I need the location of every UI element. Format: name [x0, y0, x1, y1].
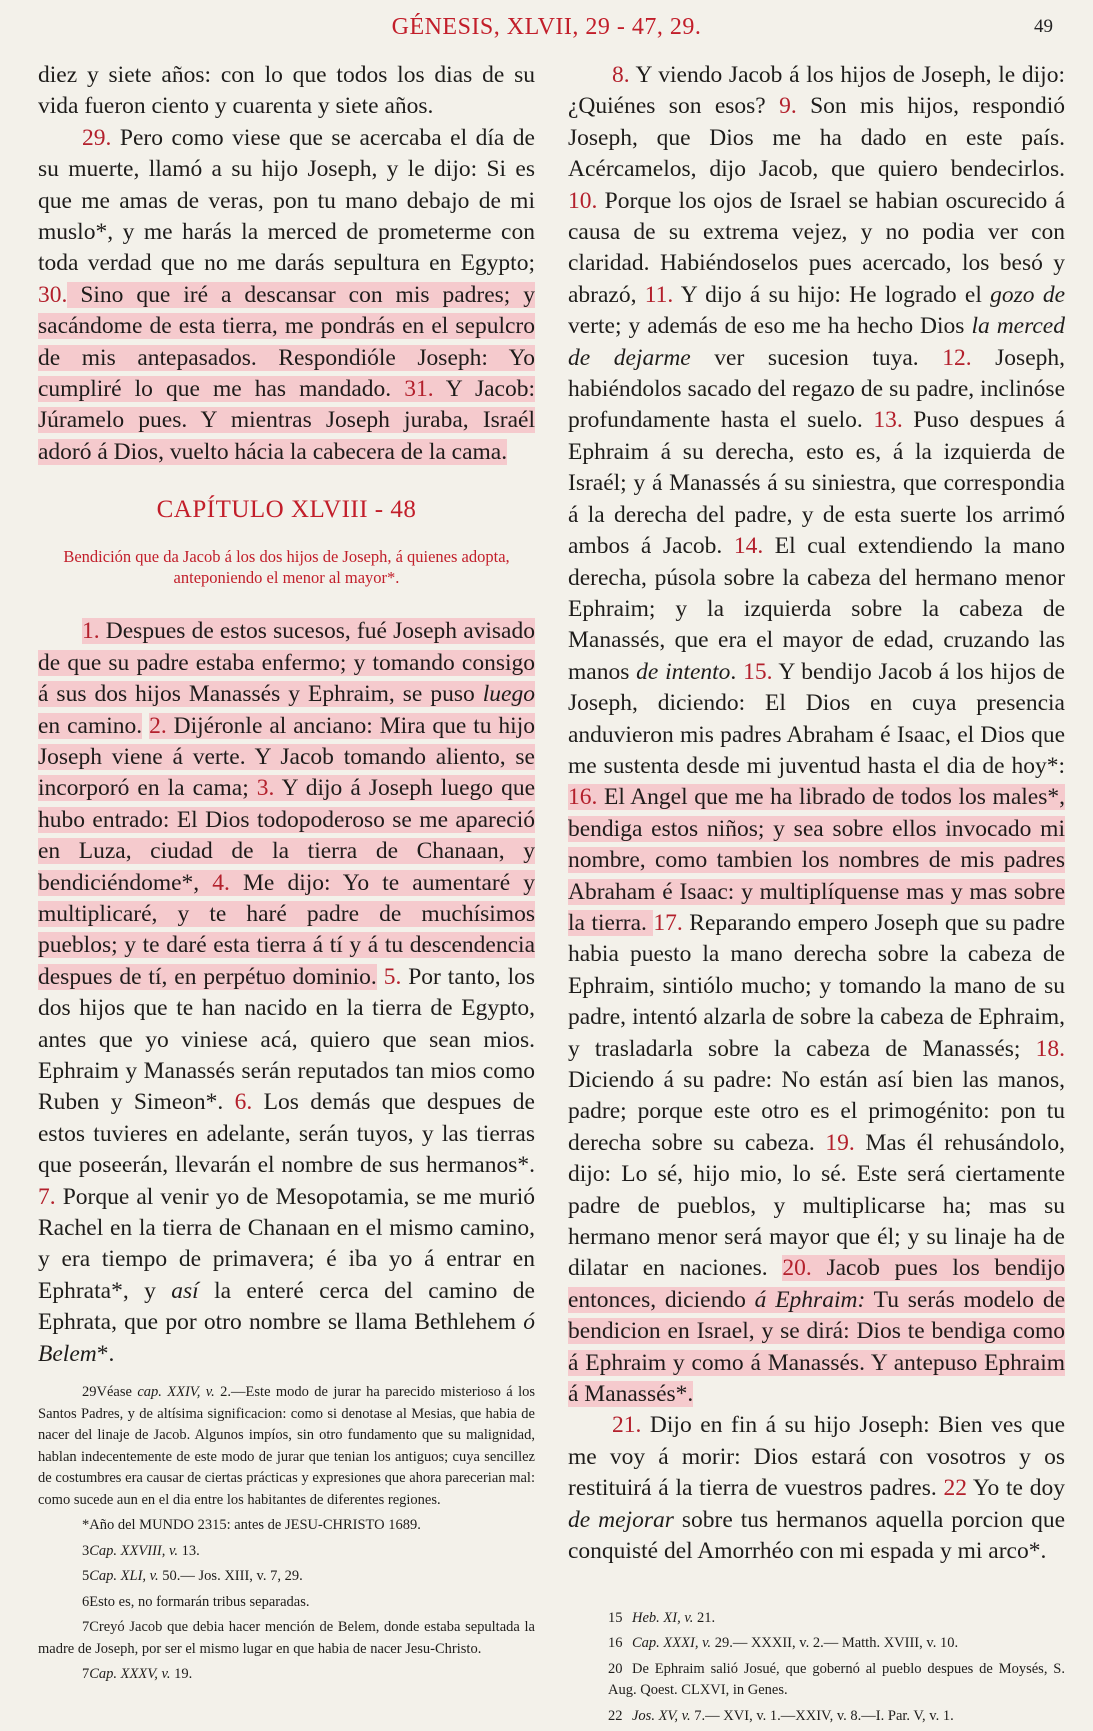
- footnote-text: Véase: [96, 1384, 138, 1401]
- verse-text: Diciendo á su padre: No están así bien las manos, padre; porque este otro es el primogénito: pon tu derecha sobre su cabeza.: [568, 1067, 1065, 1156]
- verse-number: 20.: [782, 1255, 812, 1282]
- verse-number: 21.: [612, 1412, 642, 1439]
- verse-number: 9.: [779, 93, 797, 120]
- footnote: [608, 1659, 1065, 1702]
- footnote-number: 20: [608, 1660, 623, 1677]
- footnote-reference: Cap. XLI, v.: [89, 1568, 159, 1585]
- footnote-text: Esto es, no formarán tribus separadas.: [89, 1593, 310, 1610]
- footnote-text: 13.: [177, 1542, 200, 1559]
- verse-number: 4.: [212, 869, 230, 896]
- italic-text: ó Belem: [38, 1309, 535, 1367]
- footnote-number: 29: [82, 1384, 97, 1401]
- footnote-text: 29.— XXXII, v. 2.— Matth. XVIII, v. 10.: [711, 1635, 959, 1651]
- chapter-title: CAPÍTULO XLVIII - 48: [156, 496, 417, 524]
- verse-number: 13.: [873, 407, 903, 434]
- footnote-number: 3: [82, 1542, 90, 1559]
- footnote-reference: cap. XXIV, v.: [137, 1384, 215, 1401]
- footnote: [38, 1515, 535, 1537]
- footnote-number: 5: [82, 1568, 90, 1585]
- verse-number: 3.: [256, 775, 275, 802]
- footnote-text: 7.— XVI, v. 1.—XXIV, v. 8.—I. Par. V, v. 1.: [690, 1707, 954, 1724]
- italic-text: gozo de: [990, 281, 1066, 308]
- footnotes-left: [38, 1382, 535, 1686]
- verse-number: 17.: [653, 909, 683, 936]
- verse-text: Pero como viese que se acercaba el día de su muerte, llamó a su hijo Joseph, y le dijo: Si es que me amas de veras, pon tu mano debajo de mi muslo*, y me harás la merced de prometerme con toda verdad que no me darás sepultura en Egypto;: [38, 124, 535, 277]
- italic-text: de mejorar: [568, 1506, 674, 1533]
- verse-number: 16.: [568, 784, 598, 811]
- verse-number: 19.: [825, 1129, 855, 1156]
- verse-number: 31.: [404, 376, 434, 403]
- italic-text: la merced de dejarme: [568, 313, 1065, 371]
- highlighted-verse-text: Y dijo á Joseph luego que hubo entrado: El Dios todopoderoso se me apareció en Luza, ciudad de la tierra de Chanaan, y bendiciéndome*,: [38, 775, 535, 896]
- paragraph-verse-29: [38, 123, 535, 468]
- verse-number: 18.: [1035, 1035, 1065, 1062]
- footnote-text: 50.— Jos. XIII, v. 7, 29.: [158, 1568, 303, 1585]
- footnote: [38, 1382, 535, 1511]
- verse-text: Y dijo á su hijo: He logrado el: [673, 281, 991, 308]
- verse-text: Y bendijo Jacob á los hijos de Joseph, diciendo: El Dios en cuya presencia anduvieron mis padres Abraham é Isaac, el Dios que me sustenta desde mi juventud hasta el dia de hoy*:: [568, 658, 1065, 779]
- footnote-number: 22: [608, 1707, 623, 1724]
- footnote-text: 2.—Este modo de jurar ha parecido misterioso á los Santos Padres, y de altísima significacion: como si denotase al Mesias, que habia de nacer del linaje de Jacob. Algunos impíos, sin otro fundamento que su malignidad, hablan indecentemente de este modo de jurar que tenian los antiguos; cuya sencillez de costumbres era causar de ciertas prácticas y expresiones que ahora parecerian mal: como sucede aun en el dia entre los habitantes de diferentes regiones.: [38, 1384, 536, 1508]
- footnote-reference: Heb. XI, v.: [632, 1609, 694, 1626]
- verse-number: 22: [943, 1475, 968, 1502]
- verse-text: Dijo en fin á su hijo Joseph: Bien ves que me voy á morir: Dios estará con vosotros y os restituirá á la tierra de vuestros padres.: [568, 1412, 1065, 1502]
- verse-text: Porque los ojos de Israel se habian oscurecido á causa de su extrema vejez, y no podia ver con claridad. Habiéndoselos pues acercado, los besó y abrazó,: [568, 187, 1065, 308]
- footnote-text: De Ephraim salió Josué, que gobernó al pueblo despues de Moysés, S. Aug. Qoest. CLXVI, in Genes.: [608, 1660, 1065, 1698]
- footnote-number: 16: [608, 1635, 623, 1651]
- verse-text: Reparando empero Joseph que su padre habia puesto la mano derecha sobre la cabeza de Ephraim, sintiólo mucho; y tomando la mano de su padre, intentó alzarla de sobre la cabeza de Ephraim, y trasladarla sobre la cabeza de Manassés;: [568, 909, 1065, 1062]
- footnote-text: Creyó Jacob que debia hacer mención de Belem, donde estaba sepultada la madre de Joseph, por ser el mismo lugar en que habia de nacer Jesu-Christo.: [38, 1619, 535, 1657]
- verse-text: la enteré cerca del camino de Ephrata, que por otro nombre se llama Bethlehem: [38, 1277, 535, 1336]
- verse-number: 7.: [38, 1183, 56, 1210]
- paragraph-verse-21: [568, 1410, 1065, 1567]
- verse-number: 6.: [234, 1089, 253, 1116]
- highlighted-verse-text: Sino que iré a descansar con mis padres; y sacándome de esta tierra, me pondrás en el sepulcro de mis antepasados. Respondióle Joseph: Yo cumpliré lo que me has mandado.: [38, 281, 535, 403]
- verse-text: Son mis hijos, respondió Joseph, que Dios me ha dado en este país. Acércamelos, dijo Jacob, que quiero bendecirlos.: [568, 93, 1065, 183]
- footnote: [38, 1541, 535, 1563]
- italic-text: á Ephraim:: [754, 1286, 866, 1313]
- italic-text: de intento: [636, 658, 731, 685]
- verse-text: Los demás que despues de estos tuvieres en adelante, serán tuyos, y las tierras que poseerán, llevarán el nombre de sus hermanos*.: [38, 1089, 535, 1179]
- verse-text: ver sucesion tuya.: [690, 344, 943, 371]
- footnote-number: 7: [82, 1619, 90, 1636]
- verse-text: .: [730, 658, 744, 685]
- highlighted-verse-text: en camino.: [38, 712, 143, 739]
- footnote-reference: Jos. XV, v.: [632, 1707, 691, 1724]
- verse-number: 1.: [82, 618, 100, 645]
- footnotes-right: [568, 1608, 1065, 1728]
- verse-number: 12.: [942, 344, 972, 371]
- verse-number: 30.: [38, 281, 68, 308]
- footnote-number: 15: [608, 1609, 623, 1626]
- verse-text: Yo te doy: [967, 1475, 1065, 1502]
- footnote-number: *: [82, 1517, 90, 1534]
- highlighted-verse-text: Me dijo: Yo te aumentaré y multiplicaré, y te haré padre de muchísimos pueblos; y te daré esta tierra á tí y á tu descendencia despues de tí, en perpétuo dominio.: [38, 869, 535, 990]
- highlighted-verse-text: Y Jacob: Júramelo pues. Y mientras Joseph juraba, Israél adoró á Dios, vuelto hácia la cabecera de la cama.: [38, 376, 535, 465]
- verse-text: *.: [96, 1340, 115, 1367]
- verse-text: verte; y además de eso me ha hecho Dios: [568, 313, 972, 340]
- verse-number: 15.: [743, 658, 773, 685]
- verse-number: 10.: [568, 187, 598, 214]
- highlighted-verse-text: Dijéronle al anciano: Mira que tu hijo Joseph viene á verte. Y Jacob tomando aliento, se incorporó en la cama;: [38, 712, 535, 802]
- paragraph-continuation: [38, 60, 535, 123]
- footnote-text: 19.: [170, 1666, 193, 1683]
- right-column: [568, 60, 1065, 1731]
- verse-number: 5.: [383, 963, 402, 990]
- footnote: [38, 1566, 535, 1588]
- verse-text: El cual extendiendo la mano derecha, púsola sobre la cabeza del hermano menor Ephraim; y la izquierda sobre la cabeza de Manassés, que era el mayor de edad, cruzando las manos: [568, 533, 1065, 685]
- footnote-text: Año del MUNDO 2315: antes de JESU-CHRISTO 1689.: [89, 1517, 421, 1534]
- footnote-reference: Cap. XXXI, v.: [632, 1635, 712, 1651]
- footnote: [38, 1617, 535, 1660]
- running-title: GÉNESIS, XLVII, 29 - 47, 29.: [391, 14, 702, 40]
- left-column: [38, 60, 535, 1690]
- italic-text: luego: [482, 681, 535, 708]
- verse-text: Por tanto, los dos hijos que te han nacido en la tierra de Egypto, antes que yo viniese acá, quiero que sean mios. Ephraim y Manassés serán reputados tan mios como Ruben y Simeon*.: [38, 963, 536, 1116]
- verse-text: Puso despues á Ephraim á su derecha, esto es, á la izquierda de Israél; y á Manassés á su siniestra, que correspondia á la derecha del padre, y de esta suerte los arrimó ambos á Jacob.: [568, 407, 1066, 560]
- highlighted-verse-text: El Angel que me ha librado de todos los males*, bendiga estos niños; y sea sobre ellos invocado mi nombre, como tambien los nombres de mis padres Abraham é Isaac: y multiplíquense mas y mas sobre la tierra.: [568, 784, 1065, 936]
- footnote: [38, 1592, 535, 1614]
- verse-text: Porque al venir yo de Mesopotamia, se me murió Rachel en la tierra de Chanaan en el mismo camino, y era tiempo de primavera; é iba yo á entrar en Ephrata*, y: [38, 1183, 535, 1304]
- footnote-number: 6: [82, 1593, 90, 1610]
- verse-text: Mas él rehusándolo, dijo: Lo sé, hijo mio, lo sé. Este será ciertamente padre de pueblos, y multiplicarse ha; mas su hermano menor será mayor que él; y su linaje ha de dilatar en naciones.: [568, 1129, 1066, 1282]
- footnote: [608, 1608, 1065, 1630]
- footnote-reference: Cap. XXVIII, v.: [89, 1542, 178, 1559]
- footnote: [38, 1664, 535, 1686]
- verse-number: 8.: [612, 62, 630, 88]
- verse-number: 2.: [149, 712, 167, 739]
- highlighted-verse-text: Jacob pues los bendijo entonces, diciendo: [568, 1255, 1066, 1313]
- verse-text: sobre tus hermanos aquella porcion que conquisté del Amorrhéo con mi espada y mi arco*.: [568, 1506, 1065, 1565]
- verse-text: Y viendo Jacob á los hijos de Joseph, le dijo: ¿Quiénes son esos?: [568, 62, 1065, 120]
- paragraph-verse-8: [568, 60, 1065, 1410]
- verse-text: Joseph, habiéndolos sacado del regazo de su padre, inclinóse profundamente hasta el suelo.: [568, 344, 1066, 434]
- verse-number: 14.: [733, 533, 764, 560]
- footnote-number: 7: [82, 1666, 90, 1683]
- verse-number: 11.: [644, 281, 674, 308]
- highlighted-verse-text: Despues de estos sucesos, fué Joseph avisado de que su padre estaba enfermo; y tomando consigo á sus dos hijos Manassés y Ephraim, se puso: [38, 618, 535, 708]
- chapter-summary: Bendición que da Jacob á los dos hijos de Joseph, á quienes adopta, anteponiendo el menor al mayor*.: [63, 547, 510, 588]
- footnote-text: 21.: [693, 1609, 716, 1626]
- footnote: [608, 1633, 1065, 1655]
- paragraph-text: diez y siete años: con lo que todos los dias de su vida fueron ciento y cuarenta y siete años.: [38, 62, 535, 120]
- italic-text: así: [171, 1277, 199, 1304]
- footnote: [608, 1706, 1065, 1728]
- paragraph-verse-1: [38, 616, 535, 1370]
- highlighted-verse-text: Tu serás modelo de bendicion en Israel, y se dirá: Dios te bendiga como á Ephraim y como á Manassés. Y antepuso Ephraim á Manassés*.: [568, 1286, 1066, 1408]
- footnote-reference: Cap. XXXV, v.: [89, 1666, 171, 1683]
- page-number: 49: [1034, 16, 1053, 37]
- verse-number: 29.: [82, 124, 112, 151]
